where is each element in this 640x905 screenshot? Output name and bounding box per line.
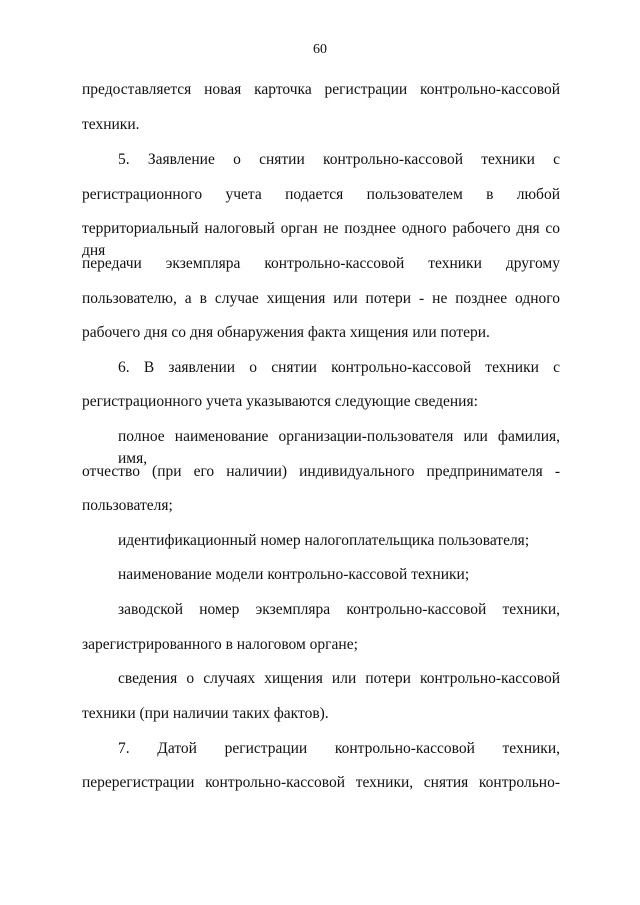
text-line-20: 7. Датой регистрации контрольно-кассовой техники,	[118, 740, 560, 757]
text-line-21: перерегистрации контрольно-кассовой техники, снятия контрольно-	[82, 774, 560, 791]
text-line-14: идентификационный номер налогоплательщика пользователя;	[118, 532, 530, 549]
text-line-7: пользователю, а в случае хищения или потери - не позднее одного	[82, 290, 560, 307]
text-line-9: 6. В заявлении о снятии контрольно-кассовой техники с	[118, 359, 560, 376]
text-line-18: сведения о случаях хищения или потери контрольно-кассовой	[118, 670, 560, 687]
text-line-12: отчество (при его наличии) индивидуального предпринимателя -	[82, 463, 560, 480]
text-line-15: наименование модели контрольно-кассовой техники;	[118, 566, 470, 583]
text-line-13: пользователя;	[82, 497, 173, 514]
text-line-16: заводской номер экземпляра контрольно-кассовой техники,	[118, 601, 560, 618]
text-line-19: техники (при наличии таких фактов).	[82, 705, 329, 722]
text-line-5: территориальный налоговый орган не позднее одного рабочего дня со дня	[82, 220, 560, 259]
text-line-17: зарегистрированного в налоговом органе;	[82, 636, 358, 653]
text-line-10: регистрационного учета указываются следующие сведения:	[82, 393, 478, 410]
text-line-6: передачи экземпляра контрольно-кассовой техники другому	[82, 255, 560, 272]
page-number: 60	[313, 42, 327, 57]
text-line-11: полное наименование организации-пользователя или фамилия, имя,	[118, 428, 560, 467]
text-line-8: рабочего дня со дня обнаружения факта хищения или потери.	[82, 324, 490, 341]
text-line-2: техники.	[82, 116, 140, 133]
text-line-1: предоставляется новая карточка регистрации контрольно-кассовой	[82, 81, 560, 98]
text-line-3: 5. Заявление о снятии контрольно-кассовой техники с	[118, 151, 560, 168]
text-line-4: регистрационного учета подается пользователем в любой	[82, 186, 560, 203]
